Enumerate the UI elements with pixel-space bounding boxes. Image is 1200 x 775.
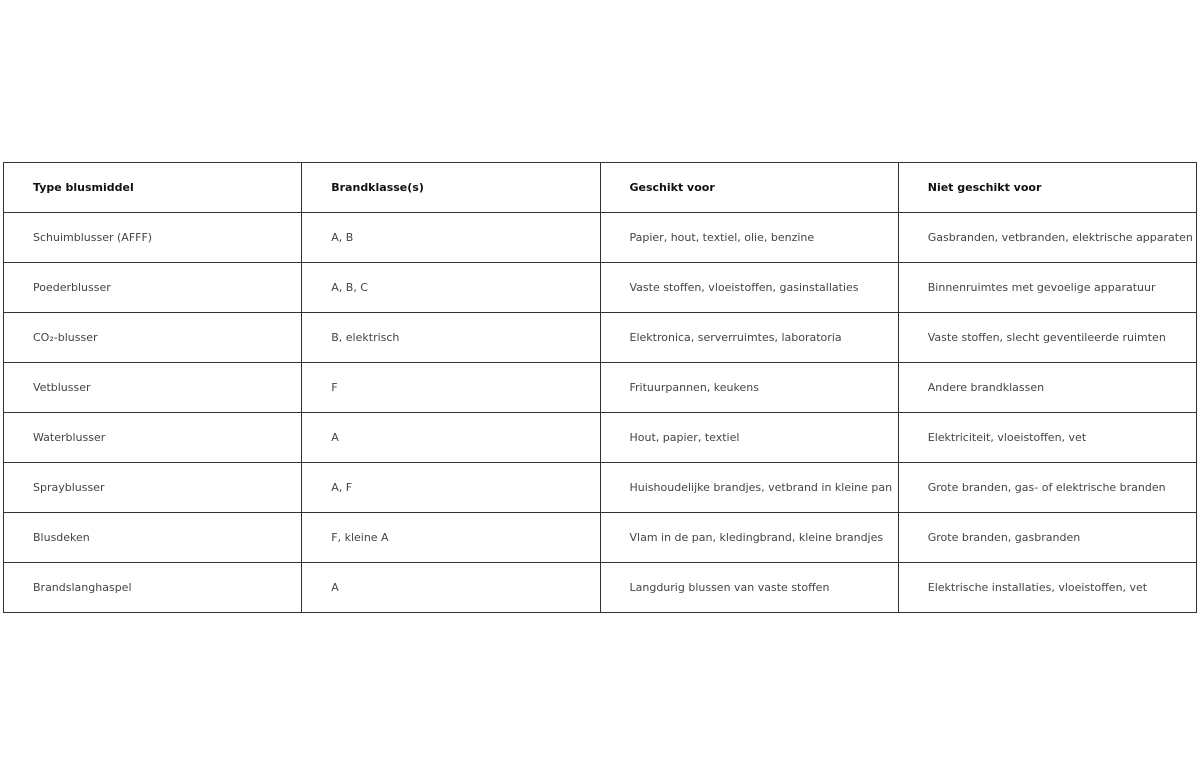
cell-type: CO₂-blusser bbox=[4, 313, 302, 363]
table-body bbox=[4, 213, 1197, 613]
header-suitable-for: Geschikt voor bbox=[600, 163, 898, 213]
header-not-suitable-for: Niet geschikt voor bbox=[898, 163, 1196, 213]
cell-suitable-for: Elektronica, serverruimtes, laboratoria bbox=[600, 313, 898, 363]
cell-type: Schuimblusser (AFFF) bbox=[4, 213, 302, 263]
cell-type: Blusdeken bbox=[4, 513, 302, 563]
cell-fire-class: A, B bbox=[302, 213, 600, 263]
cell-not-suitable-for: Binnenruimtes met gevoelige apparatuur bbox=[898, 263, 1196, 313]
cell-suitable-for: Huishoudelijke brandjes, vetbrand in kleine pan bbox=[600, 463, 898, 513]
cell-not-suitable-for: Vaste stoffen, slecht geventileerde ruimten bbox=[898, 313, 1196, 363]
cell-fire-class: A bbox=[302, 563, 600, 613]
cell-fire-class: F, kleine A bbox=[302, 513, 600, 563]
cell-suitable-for: Papier, hout, textiel, olie, benzine bbox=[600, 213, 898, 263]
cell-suitable-for: Vaste stoffen, vloeistoffen, gasinstallaties bbox=[600, 263, 898, 313]
table-row bbox=[4, 513, 1197, 563]
cell-type: Waterblusser bbox=[4, 413, 302, 463]
table-row bbox=[4, 213, 1197, 263]
cell-fire-class: A, F bbox=[302, 463, 600, 513]
table-header bbox=[4, 163, 1197, 213]
cell-fire-class: A bbox=[302, 413, 600, 463]
table-row bbox=[4, 463, 1197, 513]
table-row bbox=[4, 563, 1197, 613]
cell-fire-class: F bbox=[302, 363, 600, 413]
cell-fire-class: B, elektrisch bbox=[302, 313, 600, 363]
cell-suitable-for: Vlam in de pan, kledingbrand, kleine brandjes bbox=[600, 513, 898, 563]
cell-not-suitable-for: Elektrische installaties, vloeistoffen, vet bbox=[898, 563, 1196, 613]
header-type: Type blusmiddel bbox=[4, 163, 302, 213]
table-row bbox=[4, 413, 1197, 463]
table-row bbox=[4, 363, 1197, 413]
cell-type: Brandslanghaspel bbox=[4, 563, 302, 613]
cell-suitable-for: Langdurig blussen van vaste stoffen bbox=[600, 563, 898, 613]
cell-not-suitable-for: Gasbranden, vetbranden, elektrische apparaten bbox=[898, 213, 1196, 263]
cell-suitable-for: Hout, papier, textiel bbox=[600, 413, 898, 463]
cell-suitable-for: Frituurpannen, keukens bbox=[600, 363, 898, 413]
cell-type: Vetblusser bbox=[4, 363, 302, 413]
header-row bbox=[4, 163, 1197, 213]
cell-type: Sprayblusser bbox=[4, 463, 302, 513]
extinguisher-table bbox=[3, 162, 1197, 613]
header-fire-class: Brandklasse(s) bbox=[302, 163, 600, 213]
cell-type: Poederblusser bbox=[4, 263, 302, 313]
cell-not-suitable-for: Grote branden, gasbranden bbox=[898, 513, 1196, 563]
table-row bbox=[4, 263, 1197, 313]
cell-fire-class: A, B, C bbox=[302, 263, 600, 313]
extinguisher-table-container bbox=[3, 162, 1197, 613]
table-row bbox=[4, 313, 1197, 363]
cell-not-suitable-for: Elektriciteit, vloeistoffen, vet bbox=[898, 413, 1196, 463]
cell-not-suitable-for: Andere brandklassen bbox=[898, 363, 1196, 413]
cell-not-suitable-for: Grote branden, gas- of elektrische branden bbox=[898, 463, 1196, 513]
